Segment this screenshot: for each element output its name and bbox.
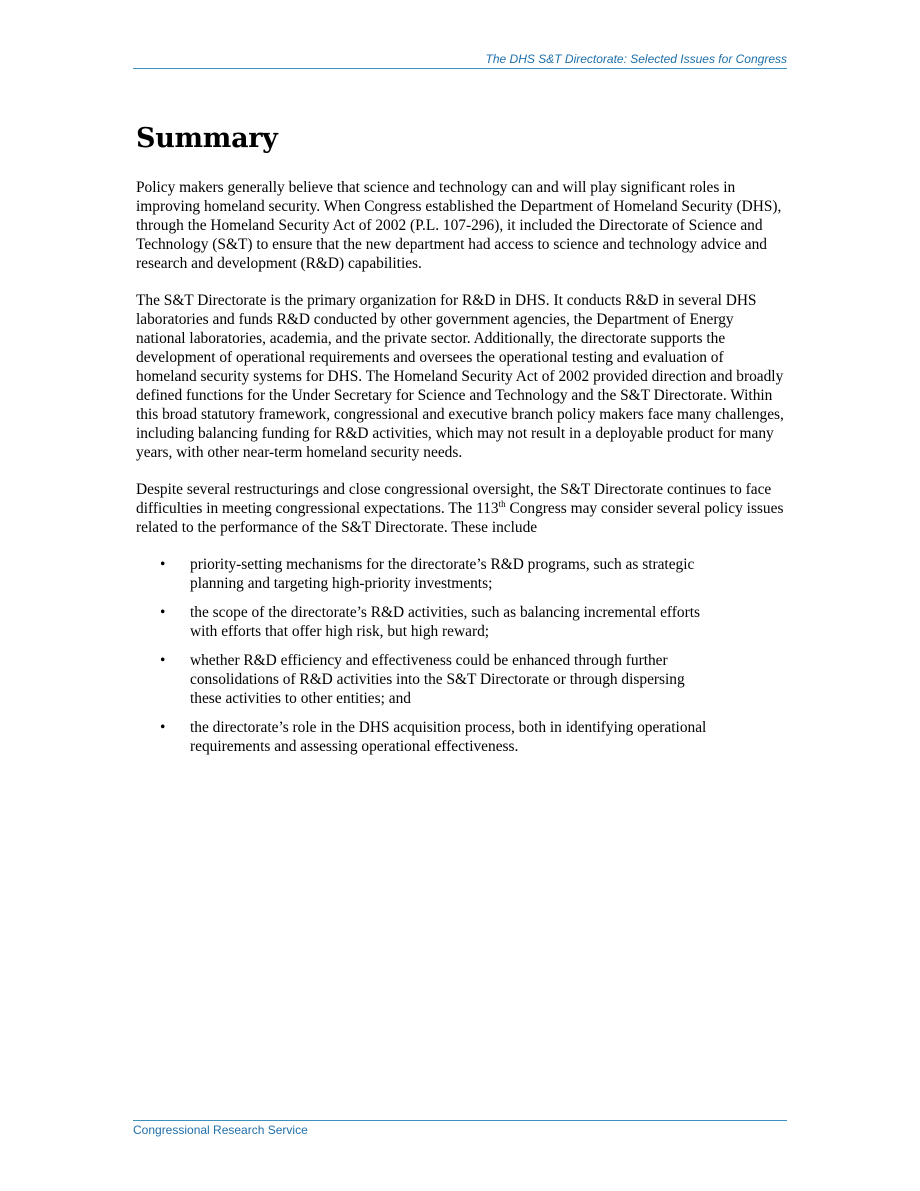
paragraph-3-text-start: Despite several restructurings and close congressional oversight, the S&T Directorate continues to face difficulties in meeting congressional expectations. The 113 <box>136 481 772 517</box>
list-item <box>136 718 720 756</box>
bullet-icon: • <box>160 556 166 573</box>
ordinal-suffix: th <box>498 498 506 509</box>
bullet-icon: • <box>160 604 166 621</box>
bullet-icon: • <box>160 719 166 736</box>
page-title: Summary <box>136 123 278 154</box>
summary-body <box>136 178 786 766</box>
list-item <box>136 555 720 593</box>
paragraph-2: The S&T Directorate is the primary organization for R&D in DHS. It conducts R&D in several DHS laboratories and funds R&D conducted by other government agencies, the Department of Energy national laboratories, academia, and the private sector. Additionally, the directorate supports the development of operational requirements and oversees the operational testing and evaluation of homeland security systems for DHS. The Homeland Security Act of 2002 provided direction and broadly defined functions for the Under Secretary for Science and Technology and the S&T Directorate. Within this broad statutory framework, congressional and executive branch policy makers face many challenges, including balancing funding for R&D activities, which may not result in a deployable product for many years, with other near-term homeland security needs. <box>136 292 784 461</box>
bullet-icon: • <box>160 652 166 669</box>
paragraph-3-text-end: Congress may consider several policy issues related to the performance of the S&T Directorate. These include <box>136 500 784 536</box>
footer-organization: Congressional Research Service <box>133 1123 308 1137</box>
running-footer <box>133 1120 787 1137</box>
policy-issues-list <box>136 555 786 756</box>
list-item-text: whether R&D efficiency and effectiveness could be enhanced through further consolidations of R&D activities into the S&T Directorate or through dispersing these activities to other entities; and <box>190 652 685 707</box>
running-header <box>133 52 787 69</box>
paragraph-3 <box>136 480 786 537</box>
list-item-text: the directorate’s role in the DHS acquisition process, both in identifying operational requirements and assessing operational effectiveness. <box>190 719 707 755</box>
list-item <box>136 603 720 641</box>
running-header-title: The DHS S&T Directorate: Selected Issues for Congress <box>485 52 787 66</box>
list-item-text: the scope of the directorate’s R&D activities, such as balancing incremental efforts with efforts that offer high risk, but high reward; <box>190 604 700 640</box>
paragraph-1: Policy makers generally believe that science and technology can and will play significant roles in improving homeland security. When Congress established the Department of Homeland Security (DHS), through the Homeland Security Act of 2002 (P.L. 107-296), it included the Directorate of Science and Technology (S&T) to ensure that the new department had access to science and technology advice and research and development (R&D) capabilities. <box>136 179 782 272</box>
list-item-text: priority-setting mechanisms for the directorate’s R&D programs, such as strategic planning and targeting high-priority investments; <box>190 556 695 592</box>
list-item <box>136 651 720 708</box>
